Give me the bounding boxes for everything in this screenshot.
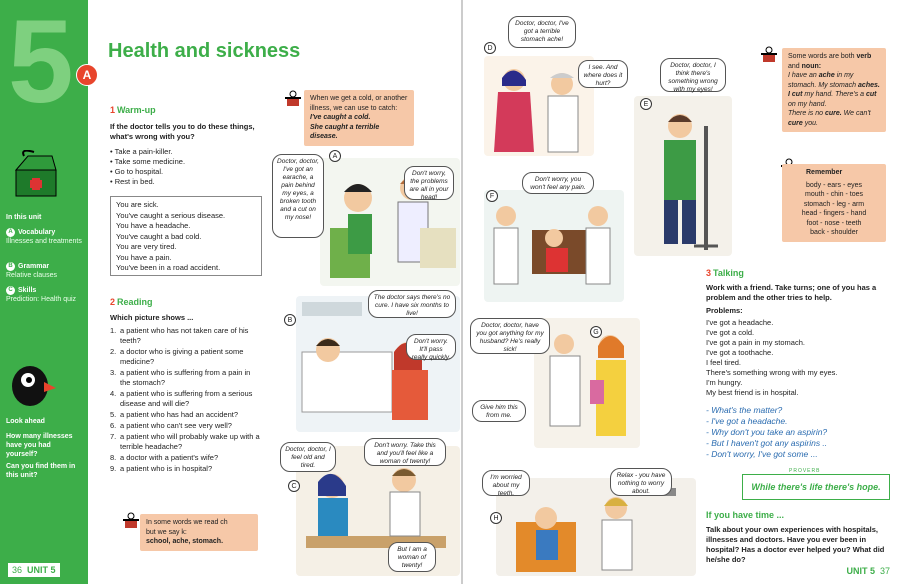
unit-number: 5 [8,0,74,128]
list-item: My best friend is in hospital. [706,388,799,397]
list-item: I've got a cold. [706,328,755,337]
list-item: • Go to hospital. [110,167,270,177]
list-item: foot - nose - teeth [806,219,862,227]
magic-hat-icon [122,512,140,530]
speech-bubble: Relax - you have nothing to worry about. [610,468,672,496]
speech-bubble: But I am a woman of twenty! [388,542,436,572]
list-item: You've caught a bad cold. [116,231,202,241]
list-item: 6. a patient who can't see very well? [110,421,232,430]
list-item: 1. a patient who has not taken care of his teeth? [110,326,249,345]
list-item: 5. a patient who has had an accident? [110,410,239,419]
note-a2-left: In some words we read ch but we say k: school, ache, stomach. [140,514,258,551]
list-item: 8. a doctor with a patient's wife? [110,453,219,462]
list-item: You've been in a road accident. [116,263,221,272]
if-time-heading: If you have time ... [706,510,785,520]
scene-e-illustration [634,96,732,256]
list-item: - Why don't you take an aspirin? [706,427,828,437]
speech-bubble: Give him this from me. [472,400,526,422]
list-item: 9. a patient who is in hospital? [110,464,213,473]
note-a2-right: Some words are both verb and noun: I have an ache in my stomach. My stomach aches. I cut my hand. There's a cut on my hand. There is no cure. We can't cure you. [782,48,886,132]
list-item: 3. a patient who is suffering from a pain in the stomach? [110,368,251,387]
reading-intro: Which picture shows ... [110,313,194,322]
scene-letter-b: B [284,314,296,326]
page-footer-left: 36 UNIT 5 [8,563,60,577]
speech-bubble: Don't worry, you won't feel any pain. [522,172,594,194]
list-item: - What's the matter? [706,405,783,415]
in-this-unit-label: In this unit [6,214,42,221]
look-ahead-question: How many illnesses have you had yourself? [6,433,73,458]
speech-bubble: Doctor, doctor, I've got a terrible stomach ache! [508,16,576,48]
speech-bubble: Doctor, doctor, I've got an earache, a pain behind my eyes, a broken tooth and a cut on my nose! [272,154,324,238]
speech-bubble: Don't worry, the problems are all in your head! [404,166,454,200]
reading-questions [110,326,260,475]
list-item: • Rest in bed. [110,177,270,187]
list-item: 7. a patient who will probably wake up with a terrible headache? [110,432,260,451]
speech-bubble: I see. And where does it hurt? [578,60,628,88]
list-item: stomach - leg - arm [803,200,865,208]
list-item: You are sick. [116,200,159,209]
talking-heading: 3 Talking [706,268,744,278]
list-item: I'm hungry. [706,378,743,387]
list-item: You've caught a serious disease. [116,210,226,220]
speech-bubble: Don't worry. It'll pass really quickly. [406,334,456,360]
look-ahead-label: Look ahead [6,418,45,425]
bird-icon [8,358,58,408]
look-ahead-question: Can you find them in this unit? [6,463,76,479]
speech-bubble: Doctor, doctor, have you got anything for my husband? He's really sick! [470,318,550,354]
note-remember: Remember body - ears - eyes mouth - chin - toes stomach - leg - arm head - fingers - hand foot - nose - teeth back - shoulder [782,164,886,242]
page-gutter [461,0,463,584]
list-item: I feel tired. [706,358,742,367]
page-title: Health and sickness [108,40,301,62]
proverb-label: PROVERB [786,468,823,474]
scene-letter-g: G [590,326,602,338]
scene-letter-a: A [329,150,341,162]
warmup-intro: If the doctor tells you to do these things, what's wrong with you? [110,122,255,141]
sidebar-item-skills: C Skills Prediction: Health quiz [6,287,77,303]
problems-list [706,318,892,398]
speech-bubble: I'm worried about my teeth. [482,470,530,496]
magic-hat-icon [760,46,778,64]
proverb-box: While there's life there's hope. [742,474,890,500]
unit-sidebar [0,0,88,584]
speech-bubble: Don't worry. Take this and you'll feel like a woman of twenty! [364,438,446,466]
if-time-text: Talk about your own experiences with hospitals, illnesses and doctors. Have you ever been in hospital? Has a doctor ever helped you? What did he/she do? [706,525,885,564]
list-item: back - shoulder [810,229,858,236]
note-a1: When we get a cold, or another illness, we can use to catch: I've caught a cold. She caught a terrible disease. [304,90,414,146]
magic-hat-icon [284,90,302,108]
list-item: head - fingers - hand [801,210,867,217]
page-footer-right: UNIT 5 37 [846,566,890,576]
sidebar-item-grammar: B Grammar Relative clauses [6,263,57,279]
list-item: 4. a patient who is suffering from a serious disease and will die? [110,389,253,408]
dialogue-lines [706,405,892,460]
scene-letter-c: C [288,480,300,492]
list-item: I've got a toothache. [706,348,774,357]
list-item: There's something wrong with my eyes. [706,368,838,377]
problems-label: Problems: [706,306,743,315]
warmup-heading: 1 Warm-up [110,105,156,115]
scene-f-illustration [484,190,624,302]
list-item: • Take some medicine. [110,157,270,167]
scene-letter-f: F [486,190,498,202]
list-item: body - ears - eyes [805,181,863,189]
list-item: - Don't worry, I've got some ... [706,449,818,459]
list-item: 2. a doctor who is giving a patient some medicine? [110,347,244,366]
list-item: • Take a pain-killer. [110,147,270,157]
list-item: - I've got a headache. [706,416,788,426]
scene-letter-e: E [640,98,652,110]
list-item: mouth - chin - toes [805,191,863,198]
speech-bubble: The doctor says there's no cure. I have six months to live! [368,290,456,318]
reading-heading: 2 Reading [110,297,153,307]
scene-letter-d: D [484,42,496,54]
section-badge: A [76,64,98,86]
speech-bubble: Doctor, doctor, I think there's something wrong with my eyes! [660,58,726,92]
list-item: You have a pain. [116,252,172,262]
list-item: I've got a pain in my stomach. [706,338,805,347]
talking-intro: Work with a friend. Take turns; one of you has a problem and the other tries to help. [706,283,877,302]
warmup-bullets [110,147,270,187]
sidebar-item-vocabulary: A Vocabulary Illnesses and treatments [6,229,82,245]
first-aid-box-icon [4,150,64,200]
scene-letter-h: H [490,512,502,524]
list-item: I've got a headache. [706,318,774,327]
list-item: - But I haven't got any aspirins .. [706,438,828,448]
speech-bubble: Doctor, doctor, I feel old and tired. [280,442,336,472]
warmup-box [110,196,262,276]
list-item: You are very tired. [116,242,177,251]
list-item: You have a headache. [116,221,191,230]
